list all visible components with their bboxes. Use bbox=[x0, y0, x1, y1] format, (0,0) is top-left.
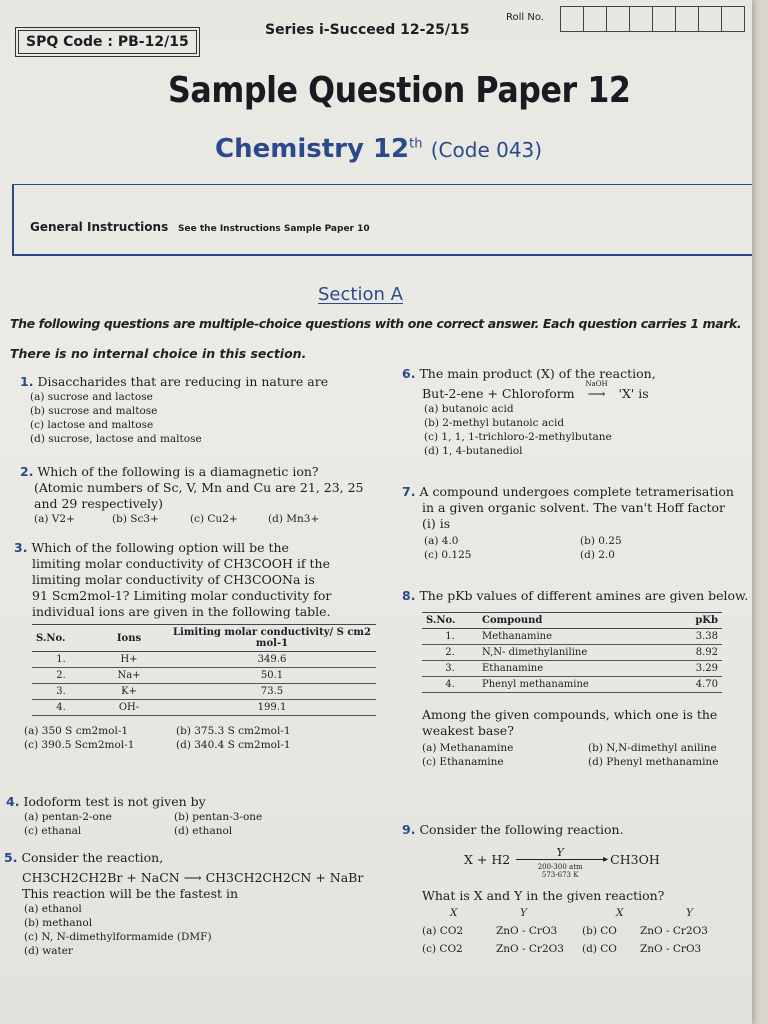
table-row: 2. Na+ 50.1 bbox=[32, 668, 376, 684]
q8-option-b[interactable]: (b) N,N-dimethyl aniline bbox=[588, 742, 717, 754]
q5-option-c[interactable]: (c) N, N-dimethylformamide (DMF) bbox=[24, 931, 212, 943]
section-intro-1: The following questions are multiple-choice questions with one correct answer. Each question carries 1 mark. bbox=[10, 316, 742, 331]
instructions-label: General Instructions bbox=[30, 220, 169, 234]
question-8: 8. The pKb values of different amines are given below. S.No. Compound pKb 1. Methanamine 3.38 2. N,N- dimethylaniline 8.92 3. Ethanamine 3.29 4. Phenyl methanamine 4.70 Among the given compounds, which one is the weakest base? (a) Methanamine (b) N,N-dimethyl aniline (c) Ethanamine (d) Phenyl methanamine bbox=[402, 588, 749, 768]
q6-option-d[interactable]: (d) 1, 4-butanediol bbox=[424, 445, 523, 457]
question-9: 9. Consider the following reaction. X + H2 Y ▸ 200-300 atm 573-673 K CH3OH What is X and Y in the given reaction? X Y X Y (a) CO2 ZnO - CrO3 (b) CO ZnO - Cr2O3 (c) CO2 ZnO - Cr2O3 (d) CO ZnO - CrO3 bbox=[402, 822, 752, 956]
q8-option-d[interactable]: (d) Phenyl methanamine bbox=[588, 756, 719, 768]
q9-option-b[interactable]: (b) CO bbox=[582, 925, 617, 937]
question-7: 7. A compound undergoes complete tetramerisation in a given organic solvent. The van't Hoff factor (i) is (a) 4.0 (b) 0.25 (c) 0.125 (d) 2.0 bbox=[402, 484, 734, 561]
table-row: 1. Methanamine 3.38 bbox=[422, 629, 722, 645]
q1-option-a[interactable]: (a) sucrose and lactose bbox=[30, 391, 153, 403]
q2-option-a[interactable]: (a) V2+ bbox=[34, 513, 75, 525]
q9-option-a[interactable]: (a) CO2 bbox=[422, 925, 464, 937]
pkb-table: S.No. Compound pKb 1. Methanamine 3.38 2. N,N- dimethylaniline 8.92 3. Ethanamine 3.29 4. Phenyl methanamine 4.70 bbox=[422, 612, 722, 693]
table-row: 1. H+ 349.6 bbox=[32, 652, 376, 668]
q3-option-d[interactable]: (d) 340.4 S cm2mol-1 bbox=[176, 739, 291, 751]
q7-option-a[interactable]: (a) 4.0 bbox=[424, 535, 459, 547]
q5-option-d[interactable]: (d) water bbox=[24, 945, 73, 957]
instructions-bar bbox=[12, 184, 752, 256]
q5-reaction: CH3CH2CH2Br + NaCN ⟶ CH3CH2CH2CN + NaBr bbox=[22, 870, 364, 885]
table-row: 3. Ethanamine 3.29 bbox=[422, 661, 722, 677]
q3-option-b[interactable]: (b) 375.3 S cm2mol-1 bbox=[176, 725, 291, 737]
subject-code: (Code 043) bbox=[430, 138, 543, 162]
q8-option-c[interactable]: (c) Ethanamine bbox=[422, 756, 504, 768]
q1-option-c[interactable]: (c) lactose and maltose bbox=[30, 419, 154, 431]
q2-option-d[interactable]: (d) Mn3+ bbox=[268, 513, 320, 525]
question-1-text: Disaccharides that are reducing in nature are bbox=[37, 374, 329, 389]
q2-option-b[interactable]: (b) Sc3+ bbox=[112, 513, 159, 525]
series-label: Series i-Succeed 12-25/15 bbox=[265, 22, 470, 38]
q6-option-c[interactable]: (c) 1, 1, 1-trichloro-2-methylbutane bbox=[424, 431, 612, 443]
spq-code: SPQ Code : PB-12/15 bbox=[26, 34, 189, 50]
question-6: 6. The main product (X) of the reaction, But-2-ene + Chloroform NaOH ⟶ 'X' is (a) butanoic acid (b) 2-methyl butanoic acid (c) 1, 1, 1-trichloro-2-methylbutane (d) 1, 4-butanediol bbox=[402, 366, 752, 458]
q7-option-c[interactable]: (c) 0.125 bbox=[424, 549, 472, 561]
q9-reaction: X + H2 Y ▸ 200-300 atm 573-673 K CH3OH bbox=[464, 846, 660, 879]
q6-reaction: But-2-ene + Chloroform bbox=[422, 386, 575, 401]
q9-option-d[interactable]: (d) CO bbox=[582, 943, 617, 955]
q9-option-c[interactable]: (c) CO2 bbox=[422, 943, 463, 955]
roll-no-label: Roll No. bbox=[506, 12, 544, 23]
subject-sup: th bbox=[409, 136, 423, 152]
table-row: 2. N,N- dimethylaniline 8.92 bbox=[422, 645, 722, 661]
q7-option-b[interactable]: (b) 0.25 bbox=[580, 535, 622, 547]
roll-no-boxes[interactable] bbox=[560, 6, 745, 32]
question-5: 5. Consider the reaction, CH3CH2CH2Br + NaCN ⟶ CH3CH2CH2CN + NaBr This reaction will be the fastest in (a) ethanol (b) methanol (c) N, N-dimethylformamide (DMF) (d) water bbox=[4, 850, 384, 958]
q3-option-a[interactable]: (a) 350 S cm2mol-1 bbox=[24, 725, 129, 737]
instructions-text: See the Instructions Sample Paper 10 bbox=[178, 224, 370, 234]
question-4: 4. Iodoform test is not given by (a) pentan-2-one (b) pentan-3-one (c) ethanal (d) ethanol bbox=[6, 794, 263, 837]
q6-option-b[interactable]: (b) 2-methyl butanoic acid bbox=[424, 417, 565, 429]
paper-title: Sample Question Paper 12 bbox=[168, 70, 631, 111]
q1-option-d[interactable]: (d) sucrose, lactose and maltose bbox=[30, 433, 202, 445]
q1-option-b[interactable]: (b) sucrose and maltose bbox=[30, 405, 158, 417]
spq-code-box bbox=[18, 30, 197, 54]
q8-option-a[interactable]: (a) Methanamine bbox=[422, 742, 514, 754]
subject-title bbox=[215, 134, 542, 164]
section-title: Section A bbox=[318, 284, 403, 305]
q6-option-a[interactable]: (a) butanoic acid bbox=[424, 403, 514, 415]
question-3: 3. Which of the following option will be the limiting molar conductivity of CH3COOH if the limiting molar conductivity of CH3COONa is 91 Scm2mol-1? Limiting molar conductivity for individual ions are given in the following table. S.No. Ions Limiting molar conductivity/ S cm2 mol-1 1. H+ 349.6 2. Na+ 50.1 3. K+ 73.5 4. OH- 199.1 (a) 350 S cm2mol-1 (b) 375.3 S cm2mol-1 (c) 390.5 Scm2mol-1 (d) 340.4 S cm2mol-1 bbox=[14, 540, 374, 752]
subject-main: Chemistry 12 bbox=[215, 134, 410, 164]
table-row: 4. Phenyl methanamine 4.70 bbox=[422, 677, 722, 693]
q5-option-b[interactable]: (b) methanol bbox=[24, 917, 93, 929]
q5-option-a[interactable]: (a) ethanol bbox=[24, 903, 82, 915]
table-row: 4. OH- 199.1 bbox=[32, 700, 376, 716]
q4-option-a[interactable]: (a) pentan-2-one bbox=[24, 811, 112, 823]
q4-option-d[interactable]: (d) ethanol bbox=[174, 825, 233, 837]
q4-option-b[interactable]: (b) pentan-3-one bbox=[174, 811, 263, 823]
question-2: 2. Which of the following is a diamagnetic ion? (Atomic numbers of Sc, V, Mn and Cu are 21, 23, 25 and 29 respectively) (a) V2+ (b) Sc3+ (c) Cu2+ (d) Mn3+ bbox=[20, 464, 364, 525]
table-row: 3. K+ 73.5 bbox=[32, 684, 376, 700]
q7-option-d[interactable]: (d) 2.0 bbox=[580, 549, 615, 561]
question-1: 1. Disaccharides that are reducing in nature are (a) sucrose and lactose (b) sucrose and maltose (c) lactose and maltose (d) sucrose, lactose and maltose bbox=[20, 374, 380, 446]
q2-option-c[interactable]: (c) Cu2+ bbox=[190, 513, 238, 525]
section-intro-2: There is no internal choice in this section. bbox=[10, 346, 307, 361]
q4-option-c[interactable]: (c) ethanal bbox=[24, 825, 82, 837]
q6-arrow-label: NaOH bbox=[585, 380, 608, 388]
conductivity-table: S.No. Ions Limiting molar conductivity/ S cm2 mol-1 1. H+ 349.6 2. Na+ 50.1 3. K+ 73.5 4. OH- 199.1 bbox=[32, 624, 376, 716]
q3-option-c[interactable]: (c) 390.5 Scm2mol-1 bbox=[24, 739, 135, 751]
